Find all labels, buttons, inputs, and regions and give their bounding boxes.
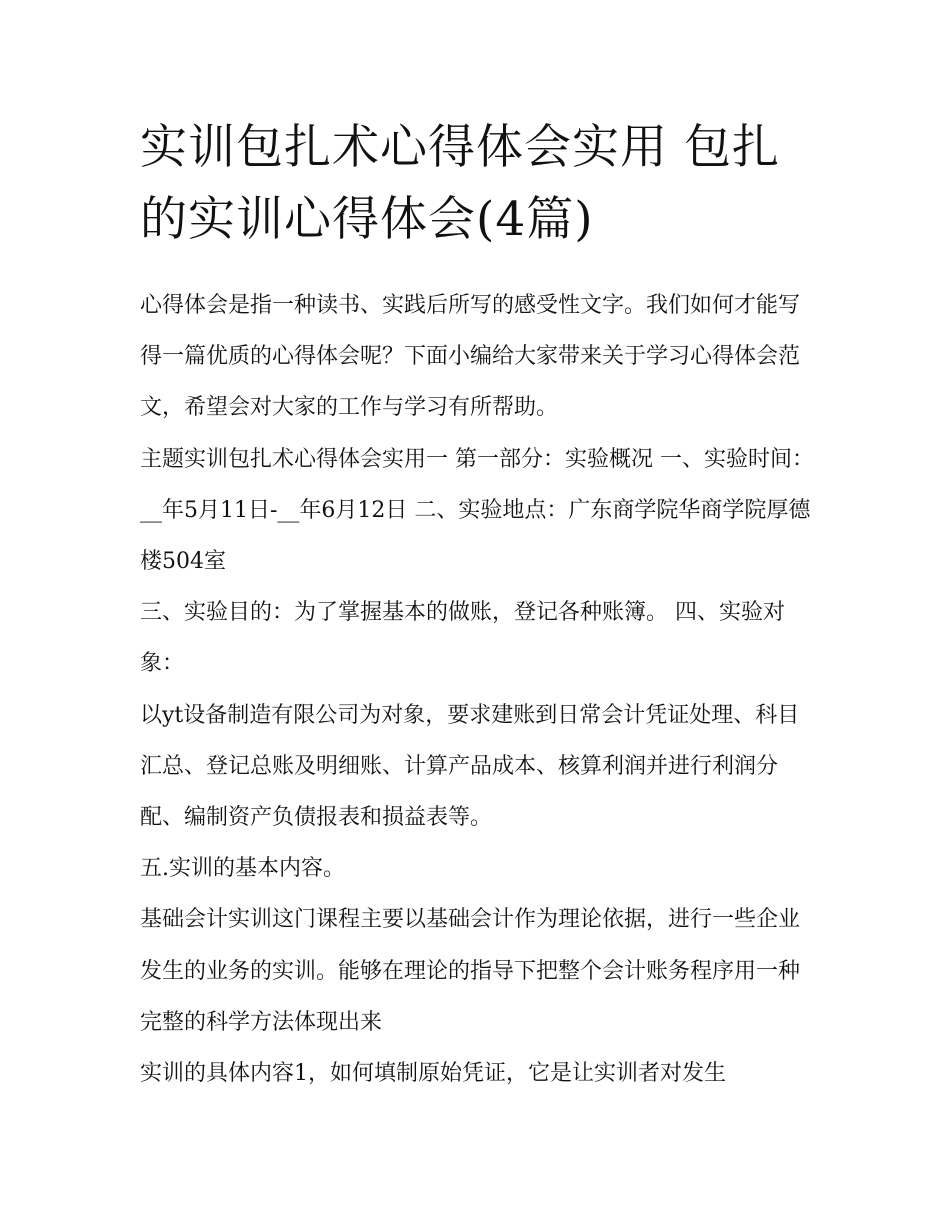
paragraph: 三、实验目的：为了掌握基本的做账，登记各种账簿。 四、实验对象： [140,600,785,677]
paragraph: 以yt设备制造有限公司为对象，要求建账到日常会计凭证处理、科目汇总、登记总账及明细账、计算产品成本、核算利润并进行利润分配、编制资产负债报表和损益表等。 [140,702,800,831]
document-body [140,280,820,1099]
paragraph: 主题实训包扎术心得体会实用一 第一部分：实验概况 一、实验时间：__年5月11日-__年6月12日 二、实验地点：广东商学院华商学院厚德楼504室 [140,446,814,575]
paragraph: 基础会计实训这门课程主要以基础会计作为理论依据，进行一些企业发生的业务的实训。能够在理论的指导下把整个会计账务程序用一种完整的科学方法体现出来 [140,907,801,1035]
paragraph: 五.实训的基本内容。 [140,856,345,882]
document-title: 实训包扎术心得体会实用 包扎的实训心得体会(4篇) [140,120,780,247]
paragraph: 心得体会是指一种读书、实践后所写的感受性文字。我们如何才能写得一篇优质的心得体会呢？下面小编给大家带来关于学习心得体会范文，希望会对大家的工作与学习有所帮助。 [140,293,801,421]
paragraph: 实训的具体内容1，如何填制原始凭证，它是让实训者对发生 [140,1061,726,1087]
